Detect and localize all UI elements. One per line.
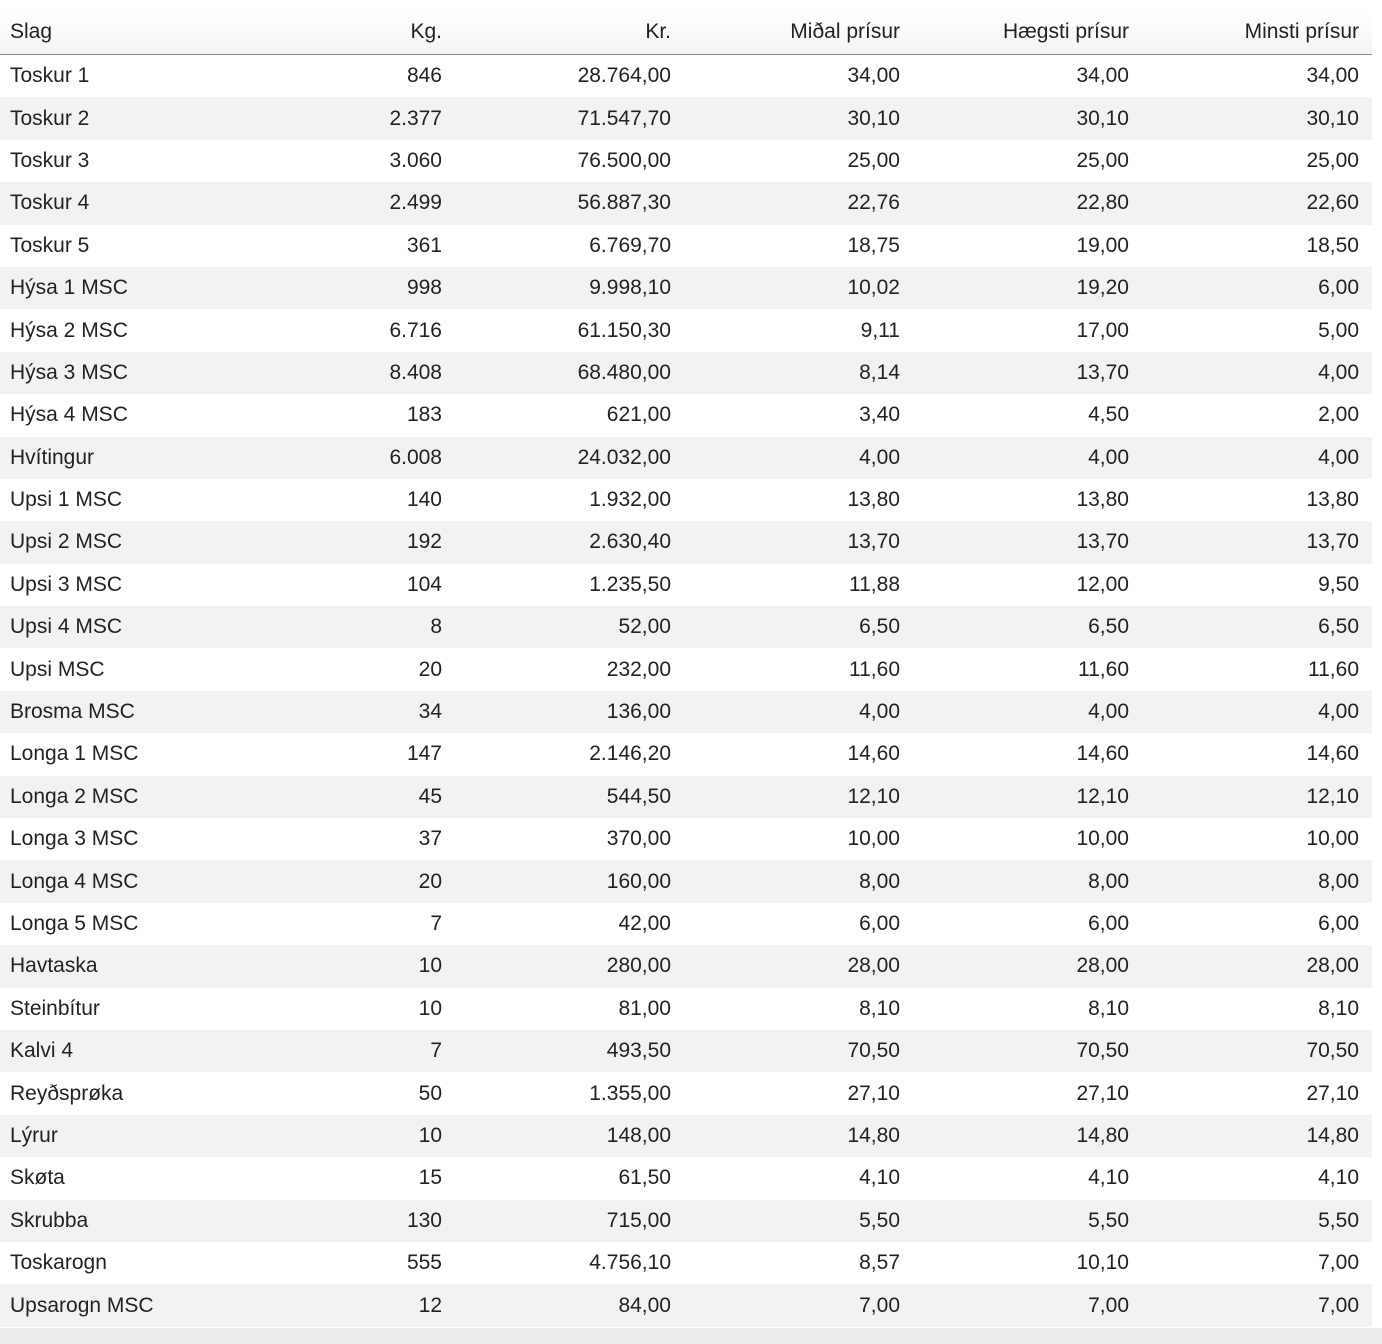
cell-kr: 280,00 xyxy=(455,945,684,987)
table-row xyxy=(0,606,1372,648)
cell-kg: 50 xyxy=(230,1072,455,1114)
cell-haegsti-prisur: 7,00 xyxy=(913,1284,1142,1326)
column-header-haegsti-prisur[interactable]: Hægsti prísur xyxy=(913,10,1142,55)
cell-kg: 12 xyxy=(230,1284,455,1326)
cell-kr: 4.756,10 xyxy=(455,1242,684,1284)
cell-minsti-prisur: 27,10 xyxy=(1142,1072,1372,1114)
cell-slag: Toskur 2 xyxy=(0,97,230,139)
cell-midal-prisur: 30,10 xyxy=(684,97,913,139)
cell-midal-prisur: 6,50 xyxy=(684,606,913,648)
cell-kg: 183 xyxy=(230,394,455,436)
table-row xyxy=(0,860,1372,902)
table-row xyxy=(0,1072,1372,1114)
cell-slag: Longa 3 MSC xyxy=(0,818,230,860)
cell-kr: 370,00 xyxy=(455,818,684,860)
cell-minsti-prisur: 34,00 xyxy=(1142,55,1372,98)
cell-minsti-prisur: 8,10 xyxy=(1142,988,1372,1030)
cell-slag: Skøta xyxy=(0,1157,230,1199)
cell-minsti-prisur: 6,00 xyxy=(1142,903,1372,945)
cell-slag: Toskarogn xyxy=(0,1242,230,1284)
cell-slag: Toskur 4 xyxy=(0,182,230,224)
cell-haegsti-prisur: 28,00 xyxy=(913,945,1142,987)
cell-slag: Hýsa 2 MSC xyxy=(0,309,230,351)
cell-kg: 361 xyxy=(230,225,455,267)
cell-haegsti-prisur: 4,50 xyxy=(913,394,1142,436)
table-row xyxy=(0,1157,1372,1199)
cell-minsti-prisur: 14,60 xyxy=(1142,733,1372,775)
cell-kr: 2.630,40 xyxy=(455,521,684,563)
cell-minsti-prisur: 13,80 xyxy=(1142,479,1372,521)
cell-kr: 76.500,00 xyxy=(455,140,684,182)
cell-haegsti-prisur: 17,00 xyxy=(913,309,1142,351)
cell-minsti-prisur: 4,00 xyxy=(1142,691,1372,733)
cell-haegsti-prisur: 10,00 xyxy=(913,818,1142,860)
cell-minsti-prisur: 9,50 xyxy=(1142,564,1372,606)
cell-slag: Longa 1 MSC xyxy=(0,733,230,775)
table-row xyxy=(0,818,1372,860)
cell-kg: 34 xyxy=(230,691,455,733)
cell-haegsti-prisur: 4,00 xyxy=(913,691,1142,733)
cell-haegsti-prisur: 5,50 xyxy=(913,1200,1142,1242)
cell-minsti-prisur: 12,10 xyxy=(1142,776,1372,818)
cell-kg: 8.408 xyxy=(230,352,455,394)
cell-kg: 20 xyxy=(230,648,455,690)
cell-slag: Upsi 3 MSC xyxy=(0,564,230,606)
cell-kg: 846 xyxy=(230,55,455,98)
cell-kr: 24.032,00 xyxy=(455,437,684,479)
cell-haegsti-prisur: 6,50 xyxy=(913,606,1142,648)
cell-haegsti-prisur: 11,60 xyxy=(913,648,1142,690)
table-row xyxy=(0,776,1372,818)
cell-kr: 621,00 xyxy=(455,394,684,436)
cell-kg: 10 xyxy=(230,1115,455,1157)
cell-minsti-prisur: 30,10 xyxy=(1142,97,1372,139)
cell-kr: 1.355,00 xyxy=(455,1072,684,1114)
cell-kg: 20 xyxy=(230,860,455,902)
header-row xyxy=(0,10,1372,55)
cell-kr: 1.235,50 xyxy=(455,564,684,606)
cell-minsti-prisur: 6,00 xyxy=(1142,267,1372,309)
cell-midal-prisur: 13,70 xyxy=(684,521,913,563)
table-row xyxy=(0,97,1372,139)
cell-minsti-prisur: 22,60 xyxy=(1142,182,1372,224)
cell-haegsti-prisur: 19,00 xyxy=(913,225,1142,267)
cell-haegsti-prisur: 22,80 xyxy=(913,182,1142,224)
table-row xyxy=(0,564,1372,606)
table-row xyxy=(0,1284,1372,1326)
cell-midal-prisur: 22,76 xyxy=(684,182,913,224)
cell-kg: 2.377 xyxy=(230,97,455,139)
cell-kg: 6.716 xyxy=(230,309,455,351)
cell-haegsti-prisur: 8,10 xyxy=(913,988,1142,1030)
cell-haegsti-prisur: 8,00 xyxy=(913,860,1142,902)
table-row xyxy=(0,691,1372,733)
cell-minsti-prisur: 5,50 xyxy=(1142,1200,1372,1242)
table-row xyxy=(0,1115,1372,1157)
cell-kr: 493,50 xyxy=(455,1030,684,1072)
cell-minsti-prisur: 10,00 xyxy=(1142,818,1372,860)
cell-kg: 10 xyxy=(230,945,455,987)
cell-slag: Kalvi 4 xyxy=(0,1030,230,1072)
cell-midal-prisur: 14,60 xyxy=(684,733,913,775)
table-row xyxy=(0,140,1372,182)
cell-slag: Steinbítur xyxy=(0,988,230,1030)
cell-minsti-prisur: 7,00 xyxy=(1142,1284,1372,1326)
column-header-kr[interactable]: Kr. xyxy=(455,10,684,55)
cell-minsti-prisur: 18,50 xyxy=(1142,225,1372,267)
table-row xyxy=(0,733,1372,775)
cell-slag: Upsarogn MSC xyxy=(0,1284,230,1326)
cell-kr: 42,00 xyxy=(455,903,684,945)
cell-midal-prisur: 11,88 xyxy=(684,564,913,606)
cell-kg: 2.499 xyxy=(230,182,455,224)
cell-midal-prisur: 18,75 xyxy=(684,225,913,267)
cell-kg: 555 xyxy=(230,1242,455,1284)
cell-kr: 1.932,00 xyxy=(455,479,684,521)
cell-kg: 104 xyxy=(230,564,455,606)
cell-midal-prisur: 4,10 xyxy=(684,1157,913,1199)
table-row xyxy=(0,182,1372,224)
cell-minsti-prisur: 4,00 xyxy=(1142,437,1372,479)
cell-midal-prisur: 12,10 xyxy=(684,776,913,818)
table-row xyxy=(0,55,1372,98)
table-header xyxy=(0,10,1372,55)
cell-slag: Skrubba xyxy=(0,1200,230,1242)
table-row xyxy=(0,1242,1372,1284)
table-row xyxy=(0,648,1372,690)
cell-minsti-prisur: 4,00 xyxy=(1142,352,1372,394)
cell-slag: Reyðsprøka xyxy=(0,1072,230,1114)
cell-midal-prisur: 13,80 xyxy=(684,479,913,521)
cell-slag: Toskur 3 xyxy=(0,140,230,182)
cell-midal-prisur: 8,14 xyxy=(684,352,913,394)
cell-slag: Toskur 1 xyxy=(0,55,230,98)
cell-slag: Brosma MSC xyxy=(0,691,230,733)
cell-midal-prisur: 27,10 xyxy=(684,1072,913,1114)
cell-minsti-prisur: 5,00 xyxy=(1142,309,1372,351)
cell-slag: Lýrur xyxy=(0,1115,230,1157)
cell-slag: Hýsa 1 MSC xyxy=(0,267,230,309)
cell-slag: Upsi 2 MSC xyxy=(0,521,230,563)
table-row xyxy=(0,225,1372,267)
cell-midal-prisur: 4,00 xyxy=(684,437,913,479)
column-header-midal-prisur[interactable]: Miðal prísur xyxy=(684,10,913,55)
table-row xyxy=(0,903,1372,945)
cell-haegsti-prisur: 19,20 xyxy=(913,267,1142,309)
cell-minsti-prisur: 25,00 xyxy=(1142,140,1372,182)
cell-kr: 148,00 xyxy=(455,1115,684,1157)
cell-midal-prisur: 8,00 xyxy=(684,860,913,902)
column-header-slag[interactable]: Slag xyxy=(0,10,230,55)
cell-minsti-prisur: 6,50 xyxy=(1142,606,1372,648)
cell-slag: Upsi 4 MSC xyxy=(0,606,230,648)
cell-minsti-prisur: 8,00 xyxy=(1142,860,1372,902)
cell-slag: Longa 4 MSC xyxy=(0,860,230,902)
table-body xyxy=(0,55,1372,1327)
cell-midal-prisur: 28,00 xyxy=(684,945,913,987)
cell-minsti-prisur: 28,00 xyxy=(1142,945,1372,987)
table-row xyxy=(0,988,1372,1030)
cell-minsti-prisur: 7,00 xyxy=(1142,1242,1372,1284)
cell-kr: 71.547,70 xyxy=(455,97,684,139)
cell-minsti-prisur: 4,10 xyxy=(1142,1157,1372,1199)
cell-kr: 2.146,20 xyxy=(455,733,684,775)
cell-midal-prisur: 5,50 xyxy=(684,1200,913,1242)
cell-kr: 68.480,00 xyxy=(455,352,684,394)
cell-kr: 84,00 xyxy=(455,1284,684,1326)
cell-kg: 15 xyxy=(230,1157,455,1199)
table-row xyxy=(0,1200,1372,1242)
cell-haegsti-prisur: 70,50 xyxy=(913,1030,1142,1072)
cell-haegsti-prisur: 13,70 xyxy=(913,521,1142,563)
cell-haegsti-prisur: 14,60 xyxy=(913,733,1142,775)
price-table xyxy=(0,10,1372,1327)
table-row xyxy=(0,1030,1372,1072)
cell-midal-prisur: 70,50 xyxy=(684,1030,913,1072)
table-row xyxy=(0,309,1372,351)
cell-kg: 3.060 xyxy=(230,140,455,182)
cell-minsti-prisur: 70,50 xyxy=(1142,1030,1372,1072)
cell-midal-prisur: 3,40 xyxy=(684,394,913,436)
cell-midal-prisur: 34,00 xyxy=(684,55,913,98)
cell-slag: Hýsa 4 MSC xyxy=(0,394,230,436)
cell-kg: 10 xyxy=(230,988,455,1030)
cell-slag: Upsi 1 MSC xyxy=(0,479,230,521)
cell-haegsti-prisur: 4,10 xyxy=(913,1157,1142,1199)
cell-kg: 45 xyxy=(230,776,455,818)
cell-haegsti-prisur: 14,80 xyxy=(913,1115,1142,1157)
table-row xyxy=(0,945,1372,987)
cell-kr: 544,50 xyxy=(455,776,684,818)
cell-midal-prisur: 10,02 xyxy=(684,267,913,309)
cell-slag: Longa 5 MSC xyxy=(0,903,230,945)
cell-midal-prisur: 6,00 xyxy=(684,903,913,945)
cell-kg: 7 xyxy=(230,903,455,945)
cell-midal-prisur: 10,00 xyxy=(684,818,913,860)
table-row xyxy=(0,394,1372,436)
cell-kr: 52,00 xyxy=(455,606,684,648)
cell-kr: 232,00 xyxy=(455,648,684,690)
cell-midal-prisur: 4,00 xyxy=(684,691,913,733)
cell-haegsti-prisur: 30,10 xyxy=(913,97,1142,139)
cell-minsti-prisur: 13,70 xyxy=(1142,521,1372,563)
cell-kg: 130 xyxy=(230,1200,455,1242)
cell-kg: 192 xyxy=(230,521,455,563)
table-row xyxy=(0,437,1372,479)
column-header-minsti-prisur[interactable]: Minsti prísur xyxy=(1142,10,1372,55)
table-row xyxy=(0,267,1372,309)
cell-midal-prisur: 8,57 xyxy=(684,1242,913,1284)
cell-slag: Longa 2 MSC xyxy=(0,776,230,818)
cell-haegsti-prisur: 12,10 xyxy=(913,776,1142,818)
table-row xyxy=(0,352,1372,394)
cell-kr: 9.998,10 xyxy=(455,267,684,309)
cell-haegsti-prisur: 27,10 xyxy=(913,1072,1142,1114)
cell-kr: 81,00 xyxy=(455,988,684,1030)
cell-slag: Hýsa 3 MSC xyxy=(0,352,230,394)
column-header-kg[interactable]: Kg. xyxy=(230,10,455,55)
cell-midal-prisur: 11,60 xyxy=(684,648,913,690)
cell-kr: 56.887,30 xyxy=(455,182,684,224)
cell-kg: 147 xyxy=(230,733,455,775)
cell-kr: 6.769,70 xyxy=(455,225,684,267)
cell-haegsti-prisur: 13,80 xyxy=(913,479,1142,521)
cell-midal-prisur: 9,11 xyxy=(684,309,913,351)
cell-midal-prisur: 7,00 xyxy=(684,1284,913,1326)
cell-kr: 28.764,00 xyxy=(455,55,684,98)
cell-haegsti-prisur: 10,10 xyxy=(913,1242,1142,1284)
cell-kg: 37 xyxy=(230,818,455,860)
cell-haegsti-prisur: 25,00 xyxy=(913,140,1142,182)
cell-haegsti-prisur: 6,00 xyxy=(913,903,1142,945)
cell-slag: Hvítingur xyxy=(0,437,230,479)
cell-slag: Upsi MSC xyxy=(0,648,230,690)
cell-kg: 8 xyxy=(230,606,455,648)
cell-kr: 61,50 xyxy=(455,1157,684,1199)
cell-minsti-prisur: 11,60 xyxy=(1142,648,1372,690)
cell-haegsti-prisur: 13,70 xyxy=(913,352,1142,394)
cell-slag: Havtaska xyxy=(0,945,230,987)
cell-kr: 715,00 xyxy=(455,1200,684,1242)
cell-midal-prisur: 14,80 xyxy=(684,1115,913,1157)
cell-minsti-prisur: 2,00 xyxy=(1142,394,1372,436)
cell-kr: 160,00 xyxy=(455,860,684,902)
cell-haegsti-prisur: 4,00 xyxy=(913,437,1142,479)
cell-minsti-prisur: 14,80 xyxy=(1142,1115,1372,1157)
cell-kg: 6.008 xyxy=(230,437,455,479)
cell-slag: Toskur 5 xyxy=(0,225,230,267)
cell-kg: 140 xyxy=(230,479,455,521)
cell-haegsti-prisur: 12,00 xyxy=(913,564,1142,606)
cell-kg: 7 xyxy=(230,1030,455,1072)
price-table-container xyxy=(0,10,1372,1327)
cell-kg: 998 xyxy=(230,267,455,309)
cell-kr: 61.150,30 xyxy=(455,309,684,351)
table-row xyxy=(0,479,1372,521)
cell-kr: 136,00 xyxy=(455,691,684,733)
cell-midal-prisur: 8,10 xyxy=(684,988,913,1030)
table-footer-band xyxy=(0,1328,1382,1344)
table-row xyxy=(0,521,1372,563)
cell-haegsti-prisur: 34,00 xyxy=(913,55,1142,98)
cell-midal-prisur: 25,00 xyxy=(684,140,913,182)
